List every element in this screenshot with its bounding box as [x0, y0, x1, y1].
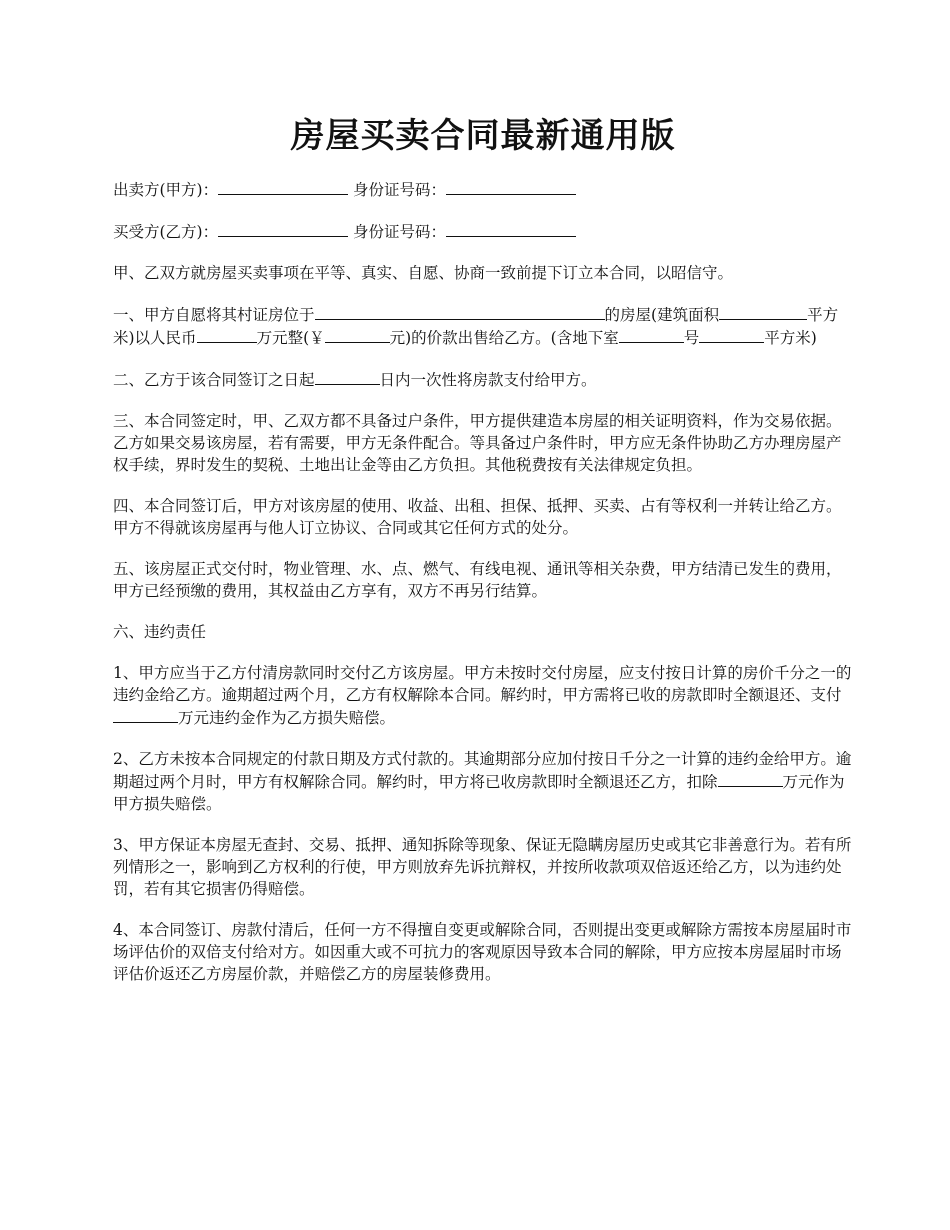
- clause-1: [113, 303, 853, 349]
- liability-item-3: 3、甲方保证本房屋无查封、交易、抵押、通知拆除等现象、保证无隐瞒房屋历史或其它非善意行为。若有所列情形之一，影响到乙方权利的行使，甲方则放弃先诉抗辩权，并按所收款项双倍返还给乙方，以为违约处罚，若有其它损害仍得赔偿。: [113, 836, 852, 898]
- clause-5: 五、该房屋正式交付时，物业管理、水、点、燃气、有线电视、通讯等相关杂费，甲方结清已发生的费用，甲方已经预缴的费用，其权益由乙方享有，双方不再另行结算。: [113, 560, 842, 600]
- item-2-text-b: 万元作为甲方损失赔偿。: [113, 773, 845, 813]
- penalty-seller-blank: [113, 706, 178, 723]
- liability-item-1: [113, 662, 853, 729]
- basement-area-blank: [699, 326, 764, 343]
- buyer-id-label: 身份证号码：: [353, 223, 447, 241]
- price-blank: [197, 326, 257, 343]
- clause-4: 四、本合同签订后，甲方对该房屋的使用、收益、出租、担保、抵押、买卖、占有等权利一并转让给乙方。甲方不得就该房屋再与他人订立协议、合同或其它任何方式的处分。: [113, 497, 842, 537]
- clause-2: [113, 368, 853, 391]
- clause-6-title: 六、违约责任: [113, 623, 207, 641]
- clause-1-text-b: 的房屋(建筑面积: [604, 306, 720, 324]
- liability-item-2: [113, 748, 853, 815]
- area-blank: [719, 303, 779, 320]
- price-yuan-blank: [325, 326, 390, 343]
- clause-1-text-a: 一、甲方自愿将其村证房位于: [113, 306, 315, 324]
- clause-1-text-c: 平方米)以人民币: [113, 306, 839, 347]
- seller-label: 出卖方(甲方)：: [113, 181, 219, 199]
- buyer-label: 买受方(乙方)：: [113, 223, 219, 241]
- area-blank-cont: [779, 303, 807, 320]
- penalty-buyer-blank: [718, 770, 783, 787]
- clause-1-text-e: 元)的价款出售给乙方。(含地下室: [389, 329, 619, 347]
- payment-days-blank: [315, 368, 380, 385]
- seller-id-blank: [446, 178, 576, 195]
- liability-item-4: 4、本合同签订、房款付清后，任何一方不得擅自变更或解除合同，否则提出变更或解除方需按本房屋届时市场评估价的双倍支付给对方。如因重大或不可抗力的客观原因导致本合同的解除，甲方应按本房屋届时市场评估价返还乙方房屋价款，并赔偿乙方的房屋装修费用。: [113, 921, 852, 983]
- clause-2-text-b: 日内一次性将房款支付给甲方。: [379, 371, 597, 389]
- intro-paragraph: 甲、乙双方就房屋买卖事项在平等、真实、自愿、协商一致前提下订立本合同，以昭信守。: [113, 264, 734, 282]
- buyer-id-blank: [446, 220, 576, 237]
- seller-id-label: 身份证号码：: [353, 181, 447, 199]
- item-1-text-b: 万元违约金作为乙方损失赔偿。: [178, 709, 396, 727]
- contract-body: [113, 178, 853, 1004]
- buyer-line: [113, 220, 853, 243]
- buyer-name-blank: [218, 220, 348, 237]
- clause-1-text-d: 万元整(￥: [256, 329, 325, 347]
- seller-line: [113, 178, 853, 201]
- clause-3: 三、本合同签定时，甲、乙双方都不具备过户条件，甲方提供建造本房屋的相关证明资料，作为交易依据。乙方如果交易该房屋，若有需要，甲方无条件配合。等具备过户条件时，甲方应无条件协助乙方办理房屋产权手续，界时发生的契税、土地出让金等由乙方负担。其他税费按有关法律规定负担。: [113, 412, 842, 474]
- basement-no-blank: [619, 326, 684, 343]
- clause-1-text-f: 号: [683, 329, 700, 347]
- seller-name-blank: [218, 178, 348, 195]
- location-blank: [315, 303, 605, 320]
- clause-2-text-a: 二、乙方于该合同签订之日起: [113, 371, 315, 389]
- item-1-text-a: 1、甲方应当于乙方付清房款同时交付乙方该房屋。甲方未按时交付房屋，应支付按日计算的房价千分之一的违约金给乙方。逾期超过两个月，乙方有权解除本合同。解约时，甲方需将已收的房款即时全额退还、支付: [113, 664, 852, 704]
- page-title: 房屋买卖合同最新通用版: [290, 116, 676, 156]
- clause-1-text-g: 平方米): [764, 329, 817, 347]
- item-2-text-a: 2、乙方未按本合同规定的付款日期及方式付款的。其逾期部分应加付按日千分之一计算的违约金给甲方。逾期超过两个月时，甲方有权解除合同。解约时，甲方将已收房款即时全额退还乙方，扣除: [113, 750, 852, 791]
